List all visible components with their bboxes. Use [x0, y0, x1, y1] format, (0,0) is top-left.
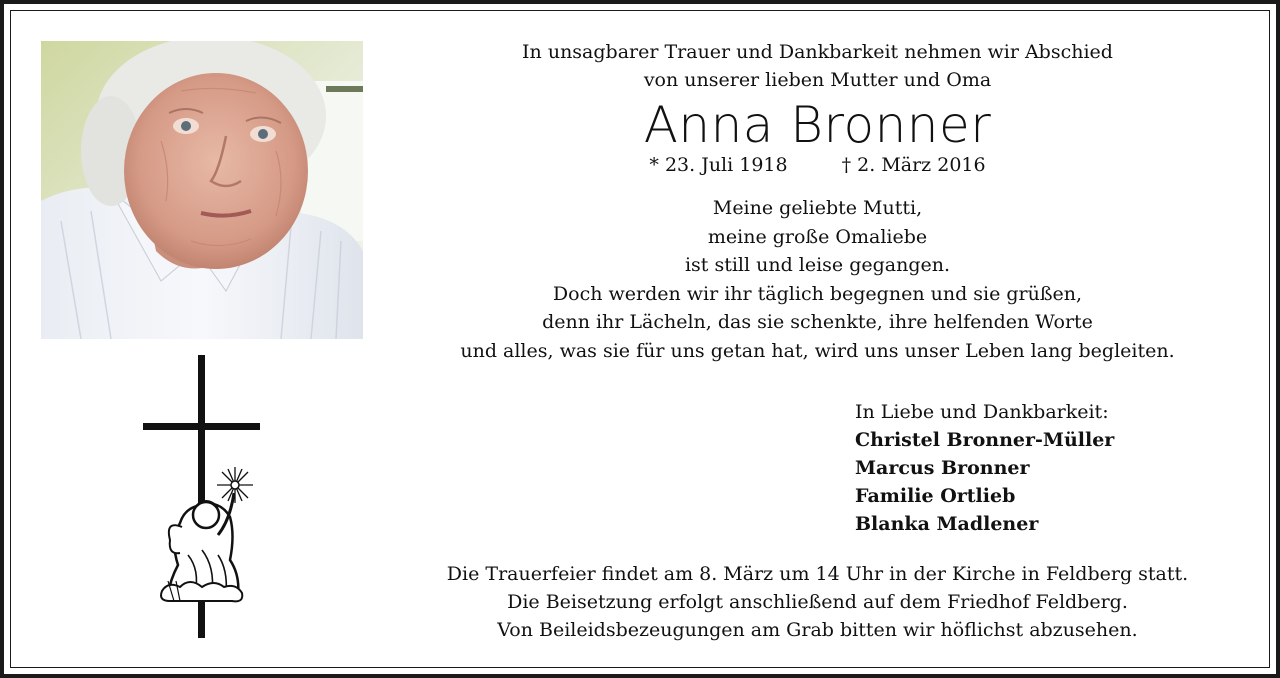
poem-line: Meine geliebte Mutti, — [712, 197, 923, 219]
signer-name: Christel Bronner-Müller — [855, 429, 1115, 451]
intro-line: In unsagbarer Trauer und Dankbarkeit nehmen wir Abschied — [522, 41, 1113, 63]
life-dates — [380, 154, 1255, 176]
praying-angel-icon — [161, 467, 253, 601]
cross-icon — [140, 355, 265, 640]
poem-line: und alles, was sie für uns getan hat, wird uns unser Leben lang begleiten. — [460, 339, 1175, 362]
poem-line: Doch werden wir ihr täglich begegnen und sie grüßen, — [552, 282, 1083, 305]
footer-line: Von Beileidsbezeugungen am Grab bitten wir höflichst abzusehen. — [497, 619, 1138, 641]
footer-line: Die Beisetzung erfolgt anschließend auf dem Friedhof Feldberg. — [507, 591, 1128, 613]
portrait-photo — [41, 41, 363, 339]
announcement-text — [380, 38, 1255, 365]
deceased-name: Anna Bronner — [643, 96, 992, 154]
poem-line: meine große Omaliebe — [707, 225, 928, 248]
death-date: † 2. März 2016 — [841, 154, 986, 176]
signer-name: Marcus Bronner — [855, 457, 1030, 479]
poem — [380, 194, 1255, 365]
intro-text — [380, 38, 1255, 94]
signer-name: Familie Ortlieb — [855, 485, 1016, 507]
signers-block — [855, 398, 1114, 538]
signer-name: Blanka Madlener — [855, 513, 1039, 535]
poem-line: denn ihr Lächeln, das sie schenkte, ihre helfenden Worte — [542, 311, 1093, 333]
intro-line: von unserer lieben Mutter und Oma — [643, 69, 992, 91]
birth-date: * 23. Juli 1918 — [649, 154, 788, 176]
footer-line: Die Trauerfeier findet am 8. März um 14 Uhr in der Kirche in Feldberg statt. — [446, 563, 1189, 585]
signers-heading: In Liebe und Dankbarkeit: — [855, 401, 1109, 423]
funeral-details — [380, 560, 1255, 644]
poem-line: ist still und leise gegangen. — [684, 254, 951, 276]
